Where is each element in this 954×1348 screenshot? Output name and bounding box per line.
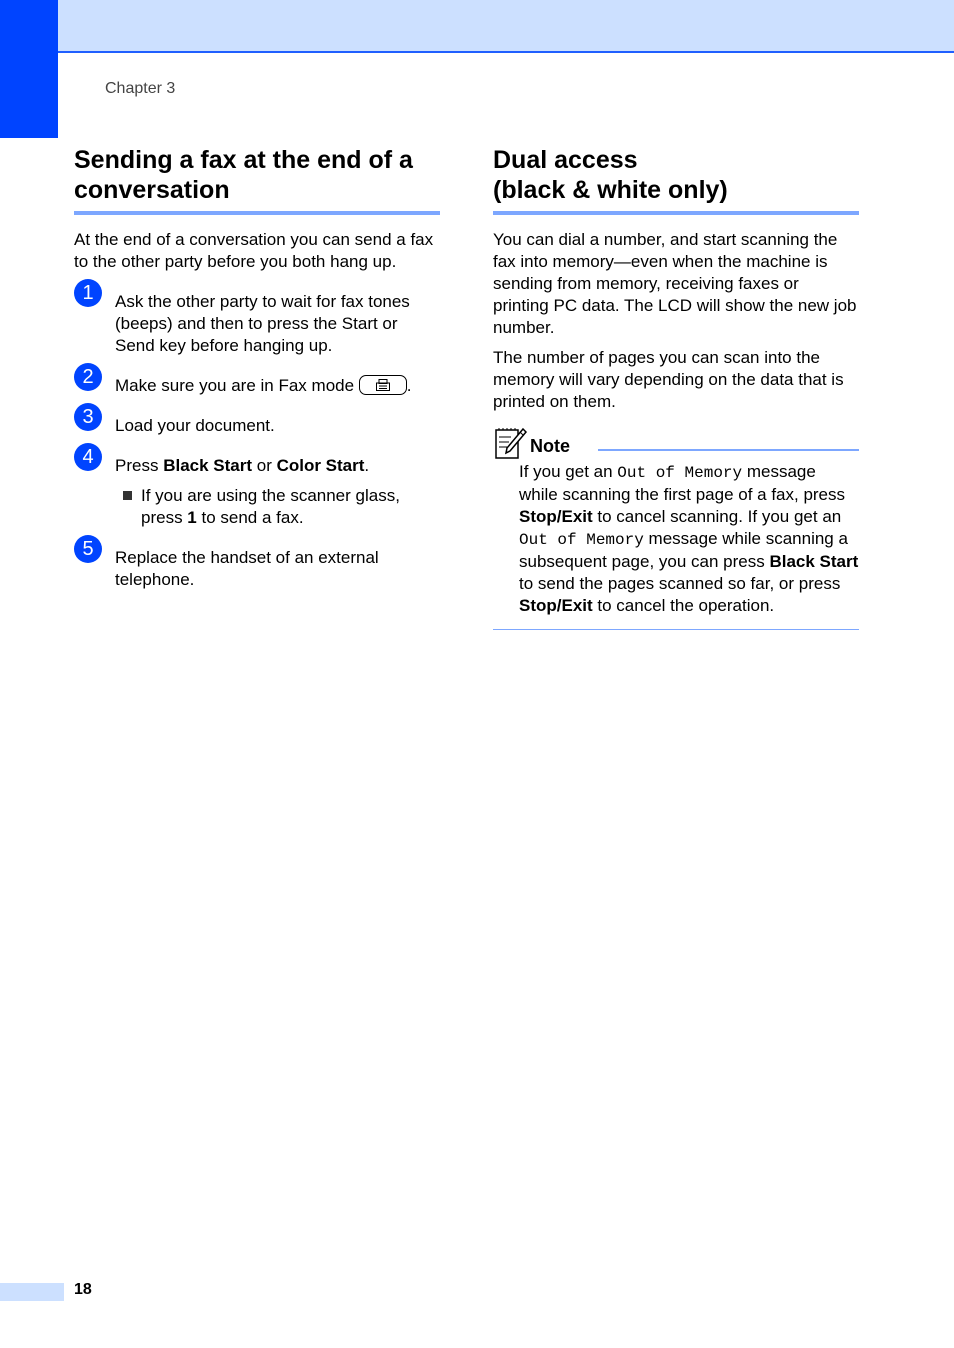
note-box [493, 427, 859, 630]
step-number-badge: 2 [74, 363, 102, 391]
step-text: Press [115, 456, 164, 475]
dual-access-paragraph-1: You can dial a number, and start scanning the fax into memory—even when the machine is sending from memory, receiving faxes or printing PC data. The LCD will show the new job number. [493, 230, 857, 337]
step-text: Ask the other party to wait for fax tones (beeps) and then to press the Start or Send key before hanging up. [115, 292, 410, 355]
key-1-label: 1 [187, 508, 197, 527]
dual-access-paragraph-2: The number of pages you can scan into the memory will vary depending on the data that is printed on them. [493, 348, 844, 411]
note-header [493, 427, 859, 461]
chapter-tab [0, 0, 58, 138]
fax-icon [376, 379, 390, 391]
black-start-key-label: Black Start [769, 552, 859, 571]
note-bottom-rule [493, 629, 859, 630]
black-start-key-label: Black Start [163, 456, 253, 475]
chapter-label: Chapter 3 [105, 80, 176, 97]
note-text: to cancel the operation. [592, 596, 775, 615]
intro-paragraph: At the end of a conversation you can send a fax to the other party before you both hang up. [74, 230, 434, 271]
section-heading-send-fax-end-conversation: Sending a fax at the end of a conversation [74, 145, 440, 215]
step-number-badge: 4 [74, 443, 102, 471]
step-text: or [252, 456, 277, 475]
note-top-rule [598, 449, 859, 451]
page-number: 18 [74, 1281, 92, 1298]
fax-mode-key [359, 375, 407, 395]
note-text: to send the pages scanned so far, or press [519, 574, 841, 593]
step-text: Load your document. [115, 416, 275, 435]
note-pencil-icon [495, 427, 527, 459]
step-number-badge: 1 [74, 279, 102, 307]
lcd-message-out-of-memory: Out of Memory [519, 531, 644, 549]
step-3 [74, 406, 440, 437]
step-4 [74, 446, 440, 529]
step-number-badge: 5 [74, 535, 102, 563]
note-body [493, 461, 859, 617]
header-band [58, 0, 954, 53]
note-label: Note [530, 436, 570, 456]
step-5 [74, 538, 440, 591]
step-1 [74, 282, 440, 357]
note-text: to cancel scanning. If you get an [592, 507, 842, 526]
note-text: message while scanning the first page of a fax, press [519, 462, 846, 504]
note-text: If you get an [519, 462, 618, 481]
step-text: Replace the handset of an external telephone. [115, 548, 379, 589]
step-text: . [364, 456, 370, 475]
bullet-text: If you are using the scanner glass, press [141, 486, 400, 527]
section-heading-dual-access: Dual access (black & white only) [493, 145, 859, 215]
stop-exit-key-label: Stop/Exit [519, 507, 593, 526]
stop-exit-key-label: Stop/Exit [519, 596, 593, 615]
bullet-item [115, 485, 440, 529]
bullet-text: to send a fax. [196, 508, 304, 527]
left-column [74, 145, 440, 591]
page-number-tab [0, 1283, 64, 1301]
color-start-key-label: Color Start [276, 456, 365, 475]
step-number-badge: 3 [74, 403, 102, 431]
step-2 [74, 366, 440, 397]
lcd-message-out-of-memory: Out of Memory [617, 464, 743, 482]
square-bullet-icon [123, 491, 132, 500]
right-column [493, 145, 859, 630]
step-text-end: . [406, 376, 412, 395]
note-text: message while scanning a subsequent page, you can press [519, 529, 848, 571]
step-text: Make sure you are in Fax mode [115, 376, 355, 395]
